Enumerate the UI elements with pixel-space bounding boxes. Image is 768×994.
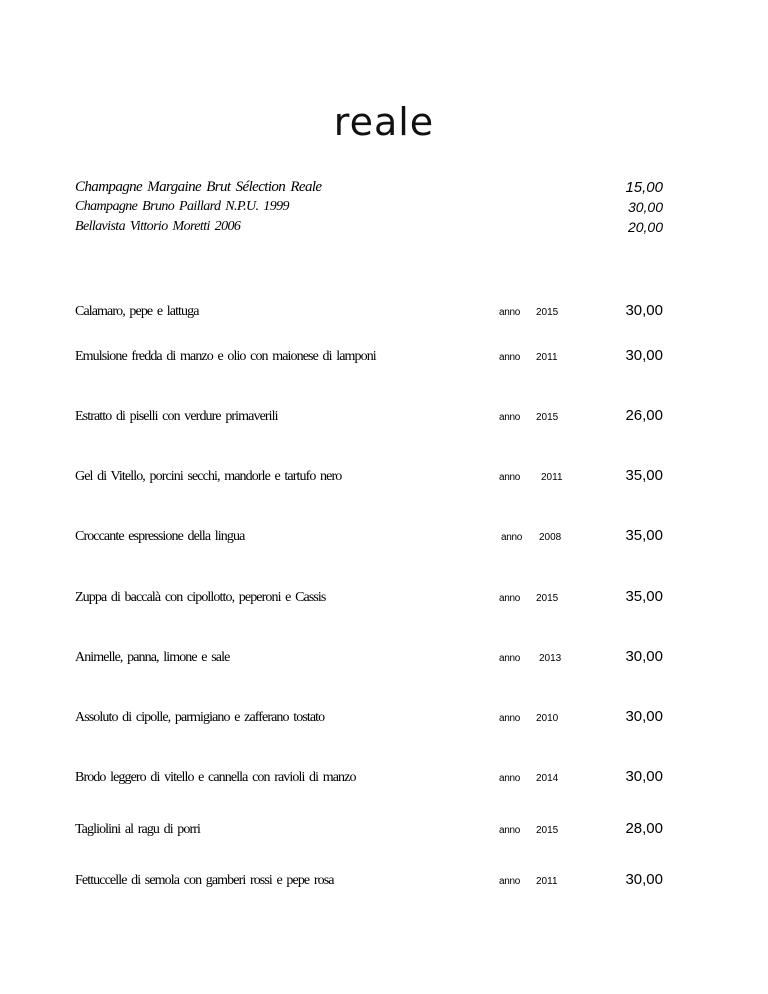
dish-row bbox=[75, 407, 663, 429]
dish-year: 2013 bbox=[539, 653, 562, 664]
dish-anno-label: anno bbox=[499, 593, 521, 604]
dish-anno-label: anno bbox=[499, 825, 521, 836]
dish-row bbox=[75, 467, 663, 489]
dish-price: 30,00 bbox=[625, 302, 663, 319]
dish-year: 2010 bbox=[536, 713, 559, 724]
dish-price: 30,00 bbox=[625, 871, 663, 888]
logo-text: reale bbox=[333, 100, 435, 144]
dish-price: 28,00 bbox=[625, 820, 663, 837]
dish-anno-label: anno bbox=[499, 352, 521, 363]
champagne-name: Bellavista Vittorio Moretti 2006 bbox=[75, 219, 241, 234]
dish-name: Estratto di piselli con verdure primaverili bbox=[75, 409, 278, 424]
dish-name: Brodo leggero di vitello e cannella con ravioli di manzo bbox=[75, 770, 356, 785]
dish-price: 35,00 bbox=[625, 588, 663, 605]
champagne-price: 15,00 bbox=[625, 179, 663, 196]
dish-price: 30,00 bbox=[625, 708, 663, 725]
dish-anno-label: anno bbox=[499, 653, 521, 664]
champagne-name: Champagne Bruno Paillard N.P.U. 1999 bbox=[75, 199, 289, 214]
dish-anno-label: anno bbox=[499, 307, 521, 318]
dish-row bbox=[75, 820, 663, 842]
dish-year: 2015 bbox=[536, 412, 559, 423]
dish-price: 26,00 bbox=[625, 407, 663, 424]
dish-row bbox=[75, 347, 663, 369]
dish-year: 2015 bbox=[536, 825, 559, 836]
dish-name: Fettuccelle di semola con gamberi rossi e pepe rosa bbox=[75, 873, 334, 888]
dish-row bbox=[75, 871, 663, 893]
dish-anno-label: anno bbox=[499, 713, 521, 724]
dish-name: Assoluto di cipolle, parmigiano e zafferano tostato bbox=[75, 710, 325, 725]
dish-price: 30,00 bbox=[625, 768, 663, 785]
dish-name: Animelle, panna, limone e sale bbox=[75, 650, 230, 665]
champagne-price: 20,00 bbox=[627, 219, 663, 235]
champagne-price: 30,00 bbox=[627, 199, 663, 215]
dish-year: 2011 bbox=[536, 876, 558, 887]
dish-price: 35,00 bbox=[625, 527, 663, 544]
champagne-item bbox=[75, 179, 663, 199]
dish-anno-label: anno bbox=[501, 532, 523, 543]
dish-year: 2015 bbox=[536, 593, 559, 604]
champagne-item bbox=[75, 219, 663, 239]
dish-name: Zuppa di baccalà con cipollotto, peperoni e Cassis bbox=[75, 590, 326, 605]
dish-name: Tagliolini al ragu di porri bbox=[75, 822, 201, 837]
dish-name: Gel di Vitello, porcini secchi, mandorle e tartufo nero bbox=[75, 469, 342, 484]
dish-year: 2011 bbox=[541, 472, 563, 483]
dish-anno-label: anno bbox=[499, 472, 521, 483]
dish-year: 2011 bbox=[536, 352, 558, 363]
dish-year: 2014 bbox=[536, 773, 559, 784]
dish-price: 30,00 bbox=[625, 648, 663, 665]
dish-price: 30,00 bbox=[625, 347, 663, 364]
dish-price: 35,00 bbox=[625, 467, 663, 484]
champagne-name: Champagne Margaine Brut Sélection Reale bbox=[75, 179, 322, 195]
dish-row bbox=[75, 527, 663, 549]
dish-row bbox=[75, 768, 663, 790]
dish-row bbox=[75, 588, 663, 610]
dish-anno-label: anno bbox=[499, 773, 521, 784]
dish-row bbox=[75, 648, 663, 670]
dish-anno-label: anno bbox=[499, 412, 521, 423]
dish-row bbox=[75, 708, 663, 730]
dish-row bbox=[75, 302, 663, 324]
dish-name: Emulsione fredda di manzo e olio con maionese di lamponi bbox=[75, 349, 376, 364]
dish-name: Calamaro, pepe e lattuga bbox=[75, 304, 199, 319]
dish-name: Croccante espressione della lingua bbox=[75, 529, 245, 544]
dish-anno-label: anno bbox=[499, 876, 521, 887]
reale-logo bbox=[0, 100, 768, 144]
champagne-item bbox=[75, 199, 663, 219]
dish-year: 2008 bbox=[539, 532, 562, 543]
dish-year: 2015 bbox=[536, 307, 559, 318]
